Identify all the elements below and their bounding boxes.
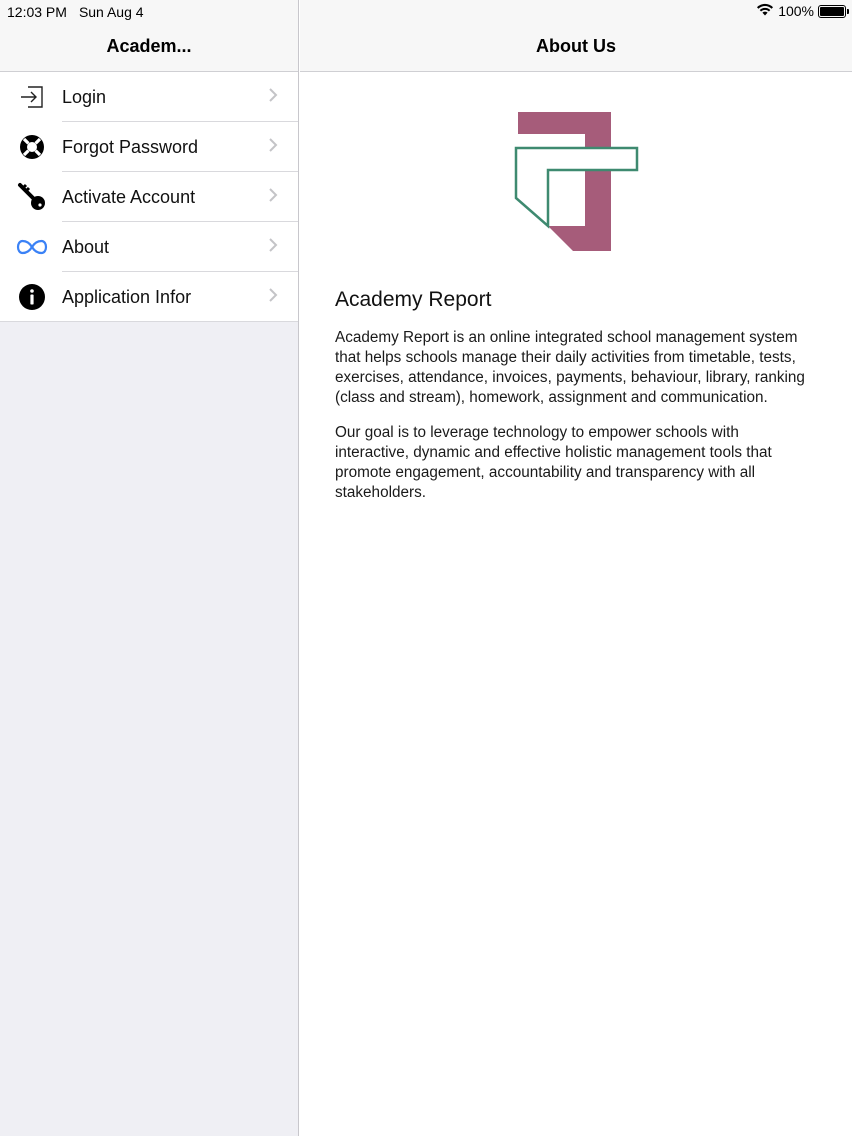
login-arrow-icon — [16, 81, 48, 113]
chevron-right-icon — [268, 287, 298, 308]
status-bar — [0, 0, 852, 24]
page-title: About Us — [536, 36, 616, 56]
sidebar-item-about[interactable] — [0, 222, 298, 272]
sidebar-item-label: Login — [62, 86, 107, 107]
wifi-icon — [756, 3, 774, 19]
chevron-right-icon — [268, 87, 298, 108]
key-icon — [16, 181, 48, 213]
about-content — [335, 288, 815, 518]
sidebar — [0, 0, 299, 1136]
sidebar-item-application-info[interactable] — [0, 272, 298, 322]
battery-percent: 100% — [778, 3, 814, 19]
detail-pane — [300, 0, 852, 1136]
about-paragraph: Our goal is to leverage technology to empower schools with interactive, dynamic and effective holistic management tools that promote engagement, accountability and transparency with all stakeholders. — [335, 424, 772, 501]
about-paragraph: Academy Report is an online integrated school management system that helps schools manage their daily activities from timetable, tests, exercises, attendance, invoices, payments, behaviour, library, ranking (class and stream), homework, assignment and communication. — [335, 329, 805, 406]
sidebar-item-label: Activate Account — [62, 186, 196, 207]
chevron-right-icon — [268, 237, 298, 258]
lifebuoy-icon — [16, 131, 48, 163]
about-heading: Academy Report — [335, 288, 492, 311]
status-time: 12:03 PM — [7, 4, 67, 20]
sidebar-item-forgot-password[interactable] — [0, 122, 298, 172]
sidebar-item-login[interactable] — [0, 72, 298, 122]
sidebar-item-label: Application Infor — [62, 286, 192, 307]
sidebar-item-label: About — [62, 236, 110, 257]
academy-logo — [510, 108, 640, 254]
sidebar-title: Academ... — [106, 36, 192, 56]
sidebar-menu — [0, 72, 298, 322]
sidebar-item-activate-account[interactable] — [0, 172, 298, 222]
chevron-right-icon — [268, 137, 298, 158]
chevron-right-icon — [268, 187, 298, 208]
battery-icon — [818, 5, 846, 18]
sidebar-item-label: Forgot Password — [62, 136, 199, 157]
info-icon — [16, 281, 48, 313]
infinity-icon — [16, 231, 48, 263]
status-date: Sun Aug 4 — [78, 4, 144, 20]
